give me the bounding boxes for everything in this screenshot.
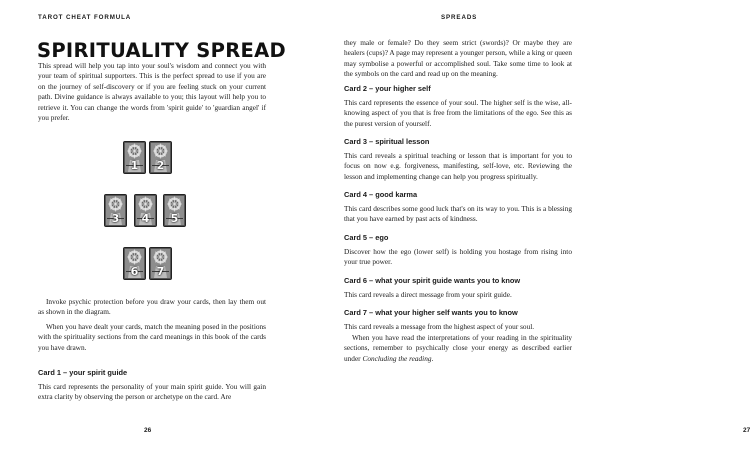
- tarot-card-7: [149, 247, 172, 280]
- closing-text: When you have read the interpretations of your reading in the spirituality sections, remember to psychically close your energy as described earlier under: [344, 333, 572, 363]
- card5-heading: Card 5 – ego: [344, 233, 389, 242]
- intro-paragraph: This spread will help you tap into your soul's wisdom and connect you with your team of spiritual supporters. This is the perfect spread to use if you are on the journey of self-discovery or if you are feeling stuck on your current path. Divine guidance is always available to you; this layout will help you to retrieve it. You can change the words from 'spirit guide' to 'guardian angel' if you prefer.: [38, 61, 266, 123]
- card2-text: This card represents the essence of your soul. The higher self is the wise, all-knowing aspect of you that is free from the limitations of the ego. See this as the purest version of yourself.: [344, 98, 572, 128]
- card-number: 4: [141, 212, 150, 225]
- card2-heading: Card 2 – your higher self: [344, 84, 431, 93]
- closing-end: .: [431, 353, 434, 363]
- card-number: 5: [170, 212, 179, 225]
- card4-text: This card describes some good luck that's on its way to you. This is a blessing that you have earned by past acts of kindness.: [344, 204, 572, 224]
- card7-text: This card reveals a message from the highest aspect of your soul.: [344, 322, 535, 331]
- card6-heading: Card 6 – what your spirit guide wants you to know: [344, 276, 521, 285]
- tarot-card-1: [123, 141, 146, 174]
- tarot-card-3: [104, 194, 127, 227]
- card-number: 7: [156, 265, 165, 278]
- card1-continued: they male or female? Do they seem strict (swords)? Or maybe they are healers (cups)? A page may represent a younger person, while a king or queen may symbolise a powerful or accomplished soul. Take some time to look at the symbols on the card and read up on the meaning.: [344, 38, 572, 79]
- running-head-left: TAROT CHEAT FORMULA: [38, 14, 132, 21]
- dealt-paragraph: When you have dealt your cards, match the meaning posed in the positions with the spirituality sections from the card meanings in this book of the cards you have drawn.: [38, 322, 266, 352]
- card-number: 2: [156, 159, 165, 172]
- right-page: [300, 0, 750, 459]
- card1-text: This card represents the personality of your main spirit guide. You will gain extra clarity by observing the person or archetype on the card. Are: [38, 382, 266, 402]
- card-number: 1: [130, 159, 139, 172]
- card5-text: Discover how the ego (lower self) is holding you hostage from rising into your true power.: [344, 247, 572, 267]
- tarot-card-2: [149, 141, 172, 174]
- closing-reference: Concluding the reading: [362, 353, 432, 363]
- card6-text: This card reveals a direct message from your spirit guide.: [344, 290, 512, 299]
- card3-heading: Card 3 – spiritual lesson: [344, 137, 430, 146]
- card7-heading: Card 7 – what your higher self wants you to know: [344, 308, 518, 317]
- page-number-left: 26: [144, 427, 152, 434]
- card4-heading: Card 4 – good karma: [344, 190, 418, 199]
- page-number-right: 27: [743, 427, 750, 434]
- closing-paragraph: [344, 333, 572, 364]
- tarot-card-6: [123, 247, 146, 280]
- tarot-card-5: [163, 194, 186, 227]
- invoke-paragraph: Invoke psychic protection before you draw your cards, then lay them out as shown in the diagram.: [38, 297, 266, 317]
- card-number: 6: [130, 265, 139, 278]
- left-page: [0, 0, 300, 459]
- running-head-right: SPREADS: [441, 14, 478, 21]
- card3-text: This card reveals a spiritual teaching or lesson that is important for you to focus on now e.g. forgiveness, manifesting, self-love, etc. Reviewing the lesson and implementing change can help you progress spiritually.: [344, 151, 572, 181]
- card-number: 3: [111, 212, 120, 225]
- tarot-card-4: [134, 194, 157, 227]
- card1-heading: Card 1 – your spirit guide: [38, 368, 128, 377]
- page-title: SPIRITUALITY SPREAD: [37, 39, 287, 62]
